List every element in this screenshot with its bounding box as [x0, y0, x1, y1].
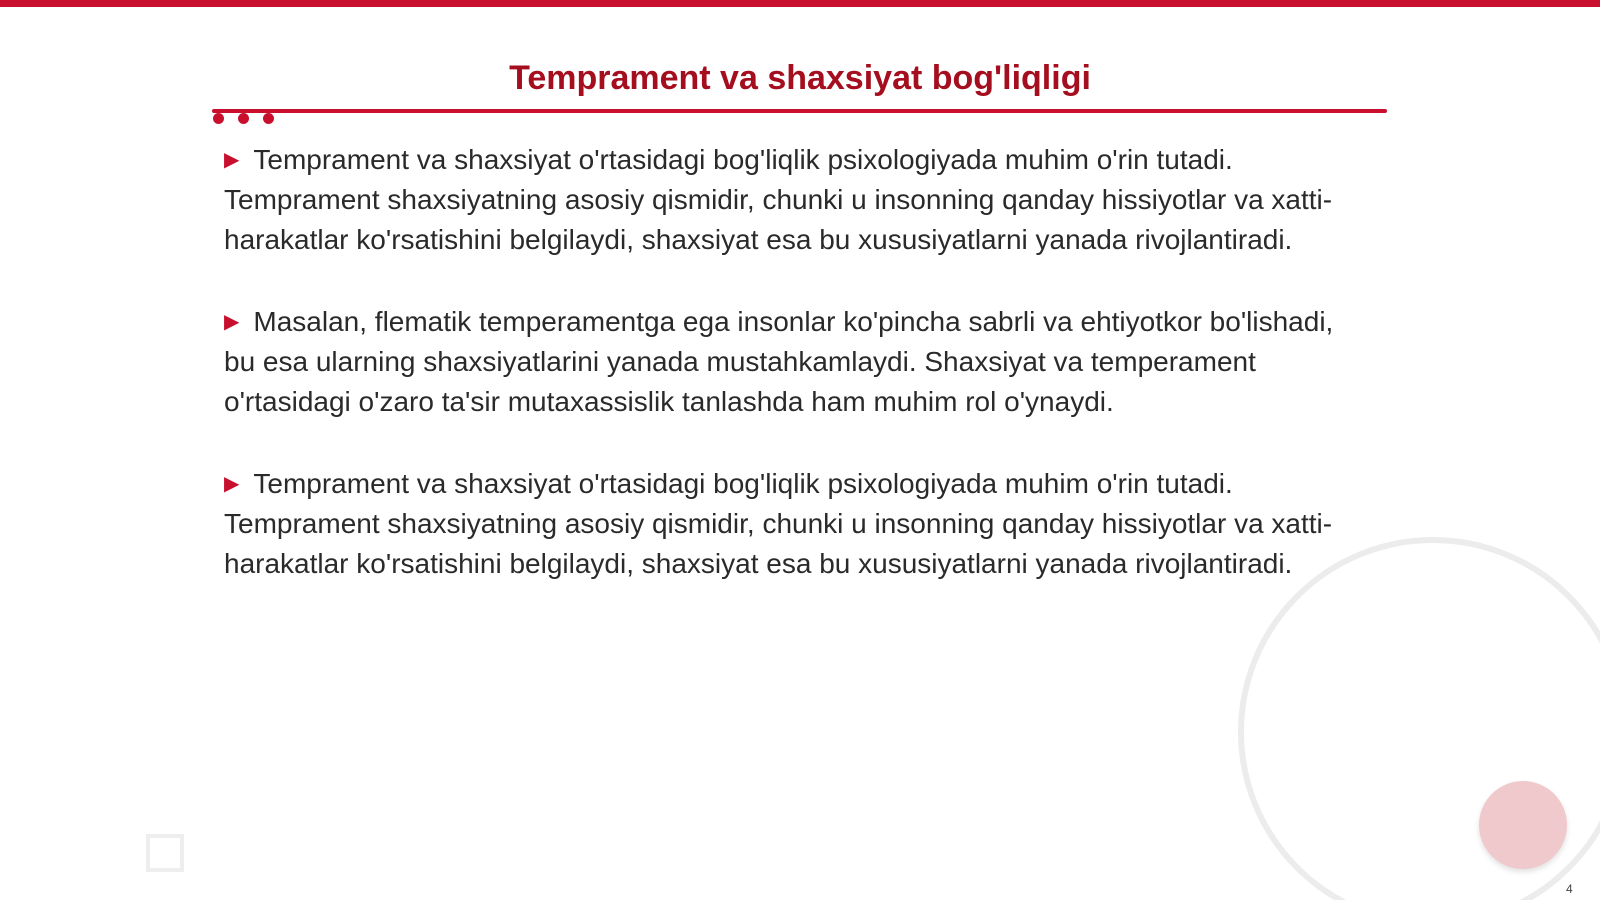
title-dot-2 [238, 113, 249, 124]
decorative-disc [1479, 781, 1567, 869]
bullet-item [224, 464, 1364, 584]
bullet-text: Temprament va shaxsiyat o'rtasidagi bog'liqlik psixologiyada muhim o'rin tutadi. Temprament shaxsiyatning asosiy qismidir, chunki u insonning qanday hissiyotlar va xatti-harakatlar ko'rsatishini belgilaydi, shaxsiyat esa bu xususiyatlarni yanada rivojlantiradi. [224, 144, 1333, 255]
triangle-right-icon: ▶ [224, 149, 240, 171]
triangle-right-icon: ▶ [224, 473, 240, 495]
bullet-text: Temprament va shaxsiyat o'rtasidagi bog'liqlik psixologiyada muhim o'rin tutadi. Temprament shaxsiyatning asosiy qismidir, chunki u insonning qanday hissiyotlar va xatti-harakatlar ko'rsatishini belgilaydi, shaxsiyat esa bu xususiyatlarni yanada rivojlantiradi. [224, 468, 1333, 579]
bullet-item [224, 302, 1364, 422]
bullet-text: Masalan, flematik temperamentga ega insonlar ko'pincha sabrli va ehtiyotkor bo'lishadi, bu esa ularning shaxsiyatlarini yanada mustahkamlaydi. Shaxsiyat va temperament o'rtasidagi o'zaro ta'sir mutaxassislik tanlashda ham muhim rol o'ynaydi. [224, 306, 1334, 417]
triangle-right-icon: ▶ [224, 311, 240, 333]
title-dot-1 [213, 113, 224, 124]
title-underline [212, 109, 1387, 113]
slide-title: Temprament va shaxsiyat bog'liqligi [509, 59, 1091, 97]
top-accent-bar [0, 0, 1600, 7]
title-dot-3 [263, 113, 274, 124]
page-number: 4 [1566, 882, 1573, 896]
decorative-square [146, 834, 184, 872]
bullet-item [224, 140, 1364, 260]
slide-body [224, 140, 1364, 626]
